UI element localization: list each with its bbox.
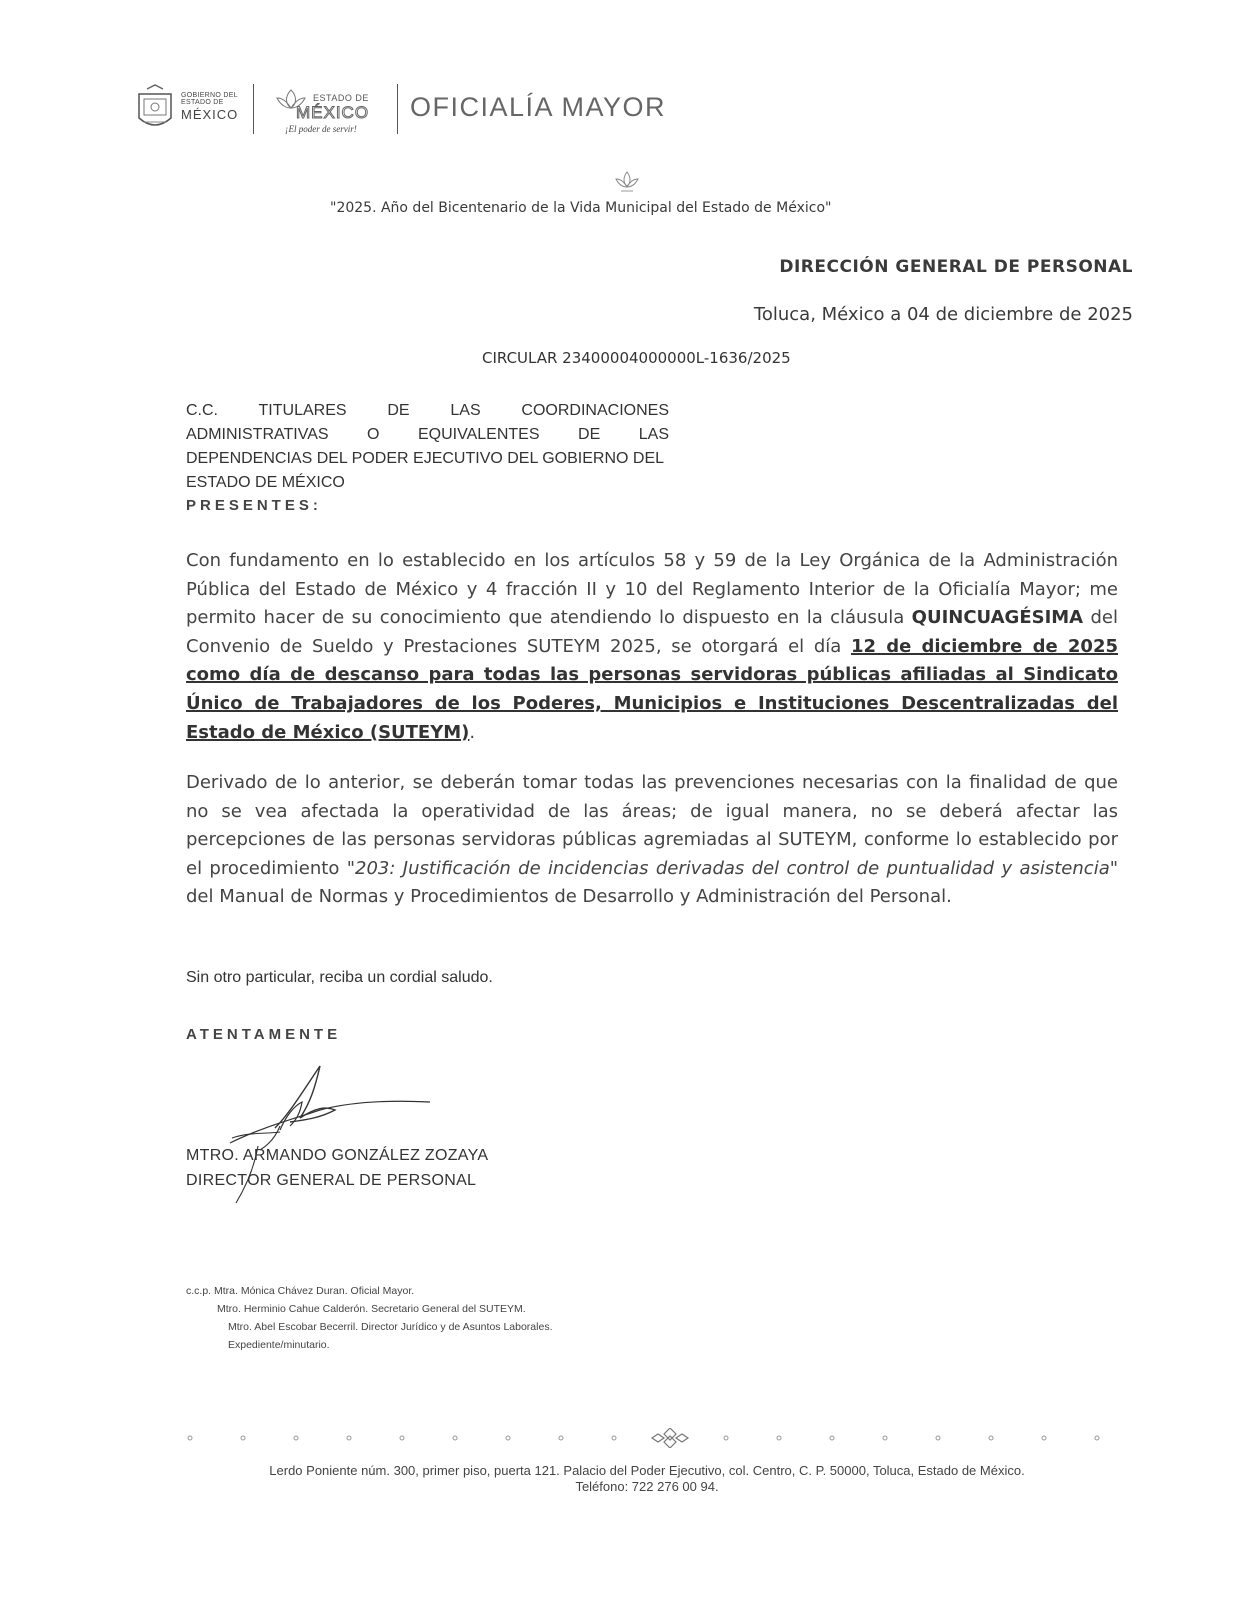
paragraph-text: Con fundamento en lo establecido en los artículos 58 y 59 de la Ley Orgánica de la Administración Pública del Estado de México y 4 fracción II y 10 del Reglamento Interior de la Oficialía Mayor; me permito hacer de su conocimiento que atendiendo lo dispuesto en la cláusula [186, 550, 1118, 629]
paragraph-text: . [469, 721, 476, 743]
procedure-title: "203: Justificación de incidencias derivadas del control de puntualidad y asistencia" [346, 857, 1119, 879]
divider [253, 84, 254, 134]
signatory [186, 1143, 488, 1193]
ccp-line: c.c.p. Mtra. Mónica Chávez Duran. Oficial Mayor. [186, 1285, 415, 1297]
bold-clause: QUINCUAGÉSIMA [911, 607, 1084, 629]
presentes-heading: PRESENTES: [186, 497, 322, 514]
recipients-line: C.C. TITULARES DE LAS COORDINACIONES [186, 402, 669, 419]
ccp-list [186, 1282, 552, 1354]
oficialia-title: OFICIALÍA MAYOR [410, 92, 667, 122]
circular-number: CIRCULAR 23400004000000L-1636/2025 [482, 349, 791, 367]
recipients-line: ADMINISTRATIVAS O EQUIVALENTES DE LAS [186, 426, 669, 443]
paragraph-text: del Convenio de Sueldo y Prestaciones SUTEYM 2025, se otorgará el día [186, 607, 1118, 657]
recipients-line: DEPENDENCIAS DEL PODER EJECUTIVO DEL GOBIERNO DEL [186, 450, 665, 467]
footer-address-line: Lerdo Poniente núm. 300, primer piso, puerta 121. Palacio del Poder Ejecutivo, col. Centro, C. P. 50000, Toluca, Estado de México. [269, 1463, 1025, 1478]
footer-ornament [180, 1428, 1120, 1448]
edomex-slogan: ¡El poder de servir! [285, 124, 357, 134]
ccp-line: Mtro. Abel Escobar Becerril. Director Jurídico y de Asuntos Laborales. [228, 1321, 553, 1333]
ccp-line: Expediente/minutario. [228, 1339, 330, 1351]
closing-greeting: Sin otro particular, reciba un cordial saludo. [186, 969, 493, 986]
atentamente-heading: ATENTAMENTE [186, 1026, 342, 1043]
body-paragraph-2 [186, 769, 1118, 912]
edomex-estado: ESTADO DE [313, 93, 369, 103]
letterhead [135, 80, 735, 140]
annual-motto: "2025. Año del Bicentenario de la Vida Municipal del Estado de México" [330, 200, 832, 216]
recipients-line: ESTADO DE MÉXICO [186, 474, 345, 491]
underlined-rest-day: 12 de diciembre de 2025 como día de descanso para todas las personas servidoras públicas afiliadas al Sindicato Único de Trabajadores de los Poderes, Municipios e Instituciones Descentralizadas del Estado de México (SUTEYM) [186, 635, 1118, 743]
gobierno-small-1: GOBIERNO DEL [181, 92, 238, 99]
state-seal-icon [135, 84, 175, 134]
footer-address [160, 1463, 1134, 1495]
flower-emblem-icon [613, 170, 641, 196]
edomex-logo [271, 84, 381, 138]
footer-phone: Teléfono: 722 276 00 94. [575, 1479, 719, 1494]
department-name: DIRECCIÓN GENERAL DE PERSONAL [779, 257, 1133, 277]
recipients-block [186, 399, 669, 495]
paragraph-text: del Manual de Normas y Procedimientos de Desarrollo y Administración del Personal. [186, 886, 952, 908]
gobierno-logo-text [181, 92, 238, 121]
document-date: Toluca, México a 04 de diciembre de 2025 [753, 304, 1133, 325]
paragraph-text: Derivado de lo anterior, se deberán tomar todas las prevenciones necesarias con la finalidad de que no se vea afectada la operatividad de las áreas; de igual manera, no se deberá afectar las percepciones de las personas servidoras públicas agremiadas al SUTEYM, conforme lo establecido por el procedimiento [186, 772, 1118, 879]
edomex-mexico: MÉXICO [296, 103, 370, 122]
gobierno-big: MÉXICO [181, 107, 239, 122]
gobierno-small-2: ESTADO DE [181, 99, 224, 106]
ccp-line: Mtro. Herminio Cahue Calderón. Secretario General del SUTEYM. [217, 1303, 526, 1315]
body-paragraph-1 [186, 547, 1118, 747]
divider [397, 84, 398, 134]
signatory-title: DIRECTOR GENERAL DE PERSONAL [186, 1172, 477, 1189]
signatory-name: MTRO. ARMANDO GONZÁLEZ ZOZAYA [186, 1147, 489, 1164]
